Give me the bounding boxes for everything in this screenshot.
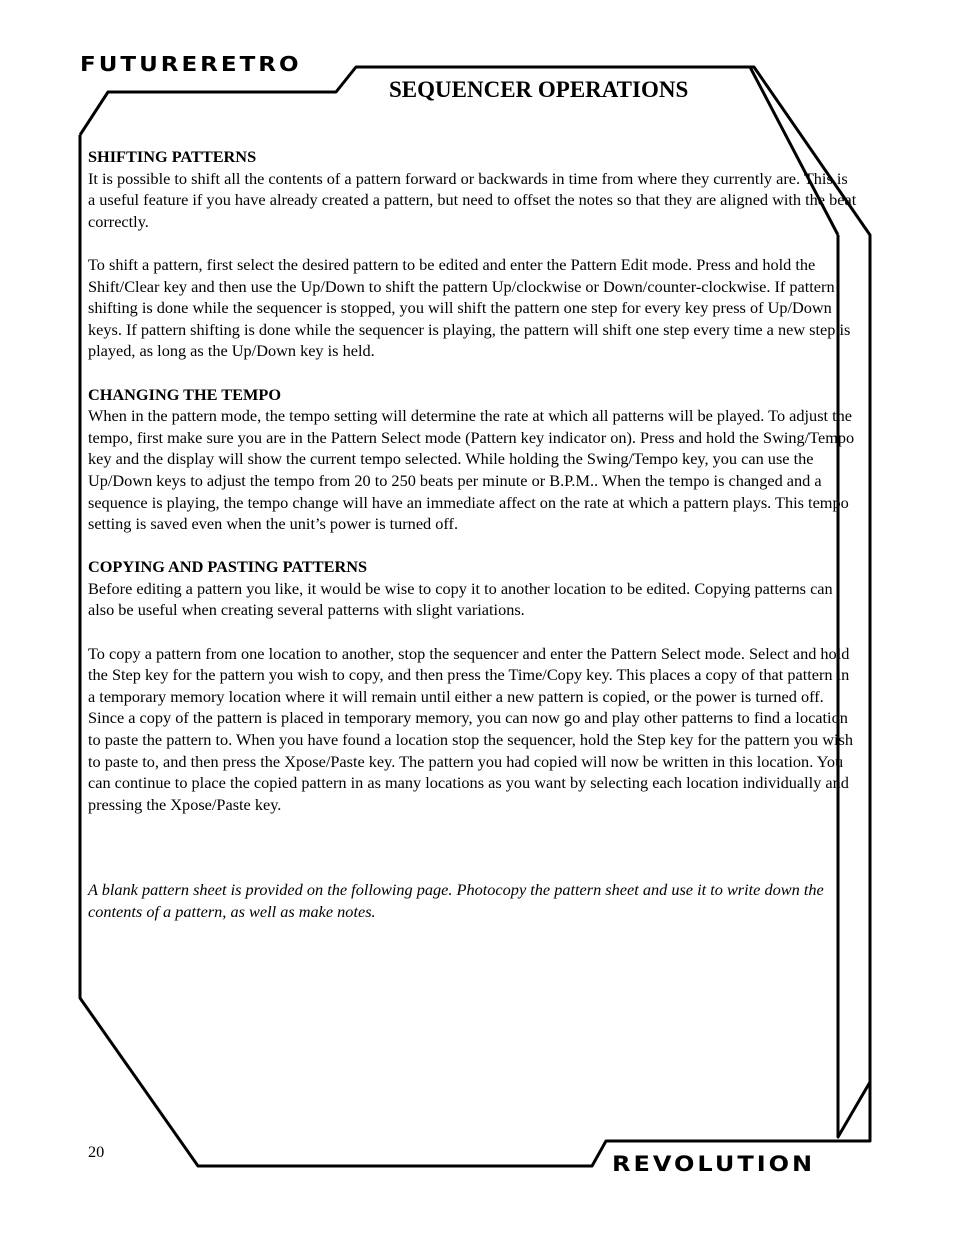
section-copying-pasting [88,556,858,815]
section-heading: SHIFTING PATTERNS [88,147,257,166]
futureretro-logo: FUTURERETRO [80,53,302,77]
section-heading: COPYING AND PASTING PATTERNS [88,557,368,577]
paragraph: To copy a pattern from one location to another, stop the sequencer and enter the Pattern Select mode. Select and hold the Step key for the pattern you wish to copy, and then press the Time/Copy key. This places a copy of that pattern in a temporary memory location where it will remain until either a new pattern is copied, or the power is turned off. Since a copy of the pattern is placed in temporary memory, you can now go and play other patterns to find a location to paste the pattern to. When you have found a location stop the sequencer, hold the Step key for the pattern you wish to paste to, and then press the Xpose/Paste key. The pattern you had copied will now be written in this location. You can continue to place the copied pattern in as many locations as you want by selecting each location individually and pressing the Xpose/Paste key. [88,643,853,814]
page-number: 20 [88,1142,105,1161]
paragraph: Before editing a pattern you like, it would be wise to copy it to another location to be edited. Copying patterns can also be useful when creating several patterns with slight variations. [88,578,833,620]
document-body [88,146,858,939]
paragraph: It is possible to shift all the contents of a pattern forward or backwards in time from where they currently are. This is a useful feature if you have already created a pattern, but need to offset the notes so that they are aligned with the beat correctly. [88,168,857,231]
section-changing-tempo [88,384,858,535]
paragraph: To shift a pattern, first select the desired pattern to be edited and enter the Pattern Edit mode. Press and hold the Shift/Clear key and then use the Up/Down to shift the pattern Up/clockwise or Down/counter-clockwise. If pattern shifting is done while the sequencer is stopped, you will shift the pattern one step for every key press of Up/Down keys. If pattern shifting is done while the sequencer is playing, the pattern will shift one step every time a new step is played, as long as the Up/Down key is held. [88,254,851,361]
revolution-logo: REVOLUTION [612,1151,816,1177]
pattern-sheet-note: A blank pattern sheet is provided on the following page. Photocopy the pattern sheet and use it to write down the contents of a pattern, as well as make notes. [88,880,824,921]
section-shifting-patterns [88,146,858,362]
page-title: SEQUENCER OPERATIONS [389,77,689,102]
paragraph: When in the pattern mode, the tempo setting will determine the rate at which all patterns will be played. To adjust the tempo, first make sure you are in the Pattern Select mode (Pattern key indicator on). Press and hold the Swing/Tempo key and the display will show the current tempo selected. While holding the Swing/Tempo key, you can use the Up/Down keys to adjust the tempo from 20 to 250 beats per minute or B.P.M.. When the tempo is changed and a sequence is playing, the tempo change will have an immediate affect on the rate at which a pattern plays. This tempo setting is saved even when the unit’s power is turned off. [88,406,855,534]
section-heading: CHANGING THE TEMPO [88,384,281,404]
